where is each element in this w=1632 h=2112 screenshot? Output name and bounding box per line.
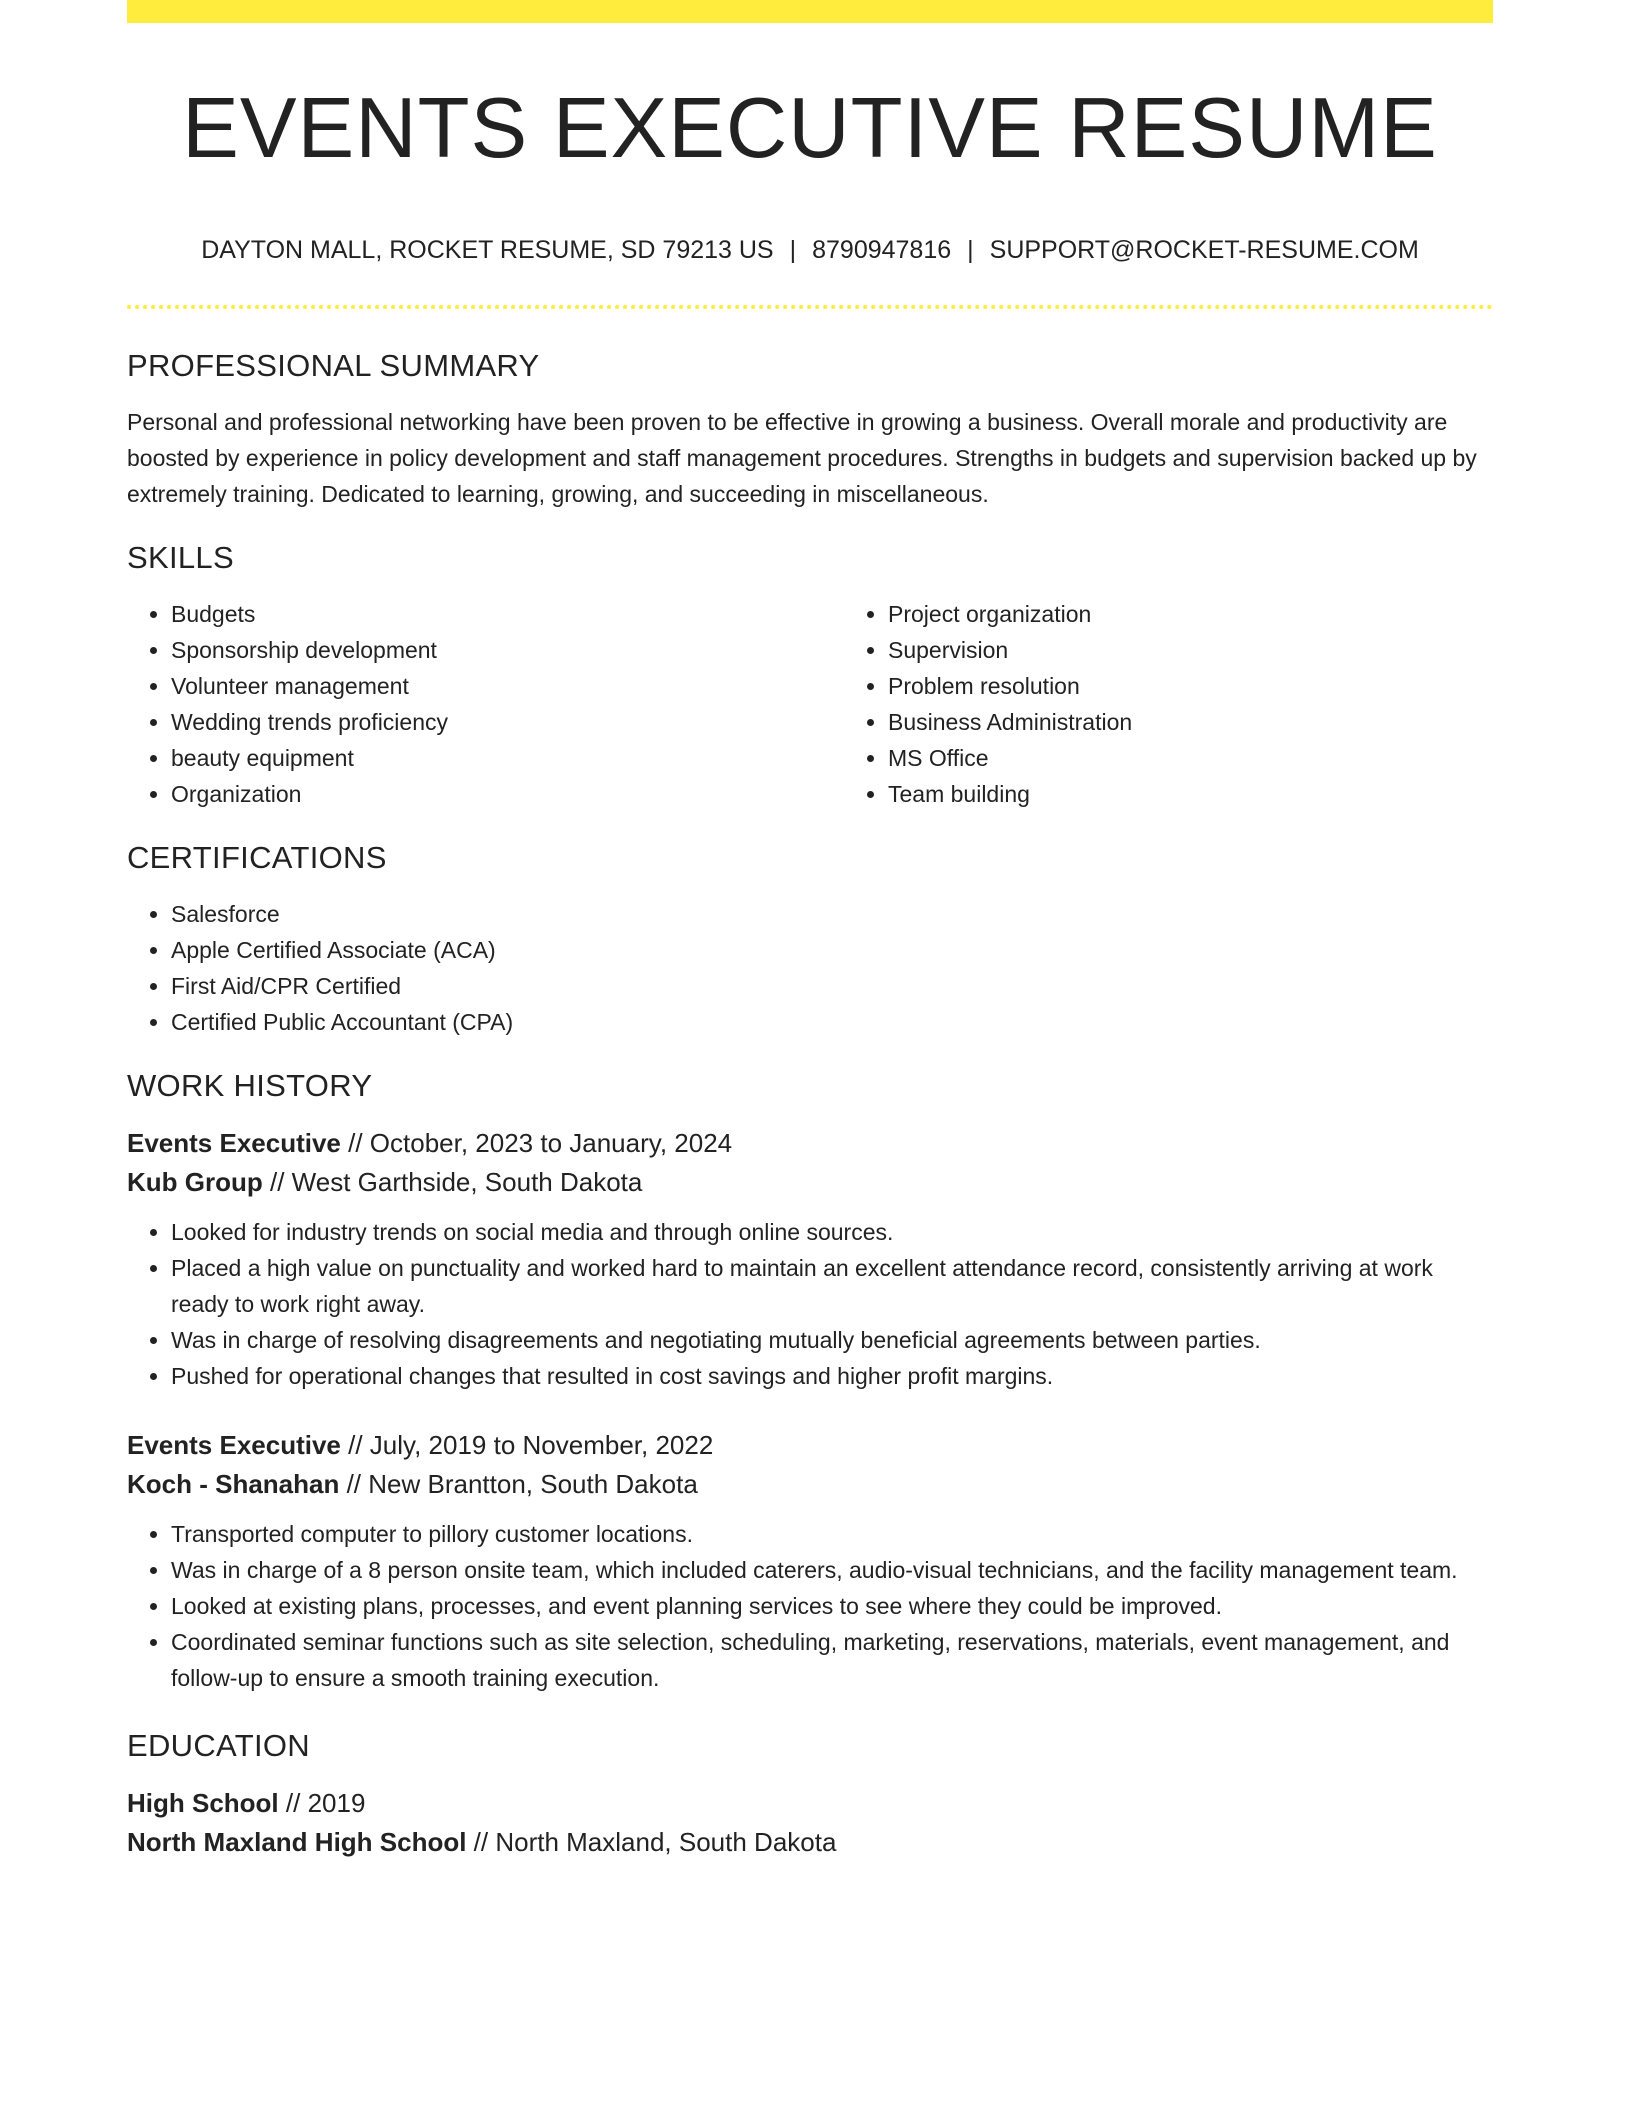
work-history-section [127, 1068, 1493, 1696]
skill-item: • beauty equipment [171, 740, 844, 776]
work-history-heading: WORK HISTORY [127, 1068, 373, 1103]
education-degree-line [127, 1784, 1493, 1823]
job-bullet: • Looked for industry trends on social media and through online sources. [171, 1214, 1493, 1250]
skills-heading: SKILLS [127, 540, 234, 575]
job-bullet: • Pushed for operational changes that resulted in cost savings and higher profit margins. [171, 1358, 1493, 1394]
job-bullets [127, 1516, 1493, 1696]
contact-separator: | [789, 236, 797, 264]
certification-item: • First Aid/CPR Certified [171, 968, 1493, 1004]
certifications-section [127, 840, 1493, 1040]
job-title: Events Executive [127, 1128, 341, 1158]
contact-line [127, 236, 1493, 265]
job-company-line [127, 1465, 1493, 1504]
contact-phone: 8790947816 [812, 236, 952, 264]
job-dates: // October, 2023 to January, 2024 [340, 1128, 733, 1158]
education-year: // 2019 [278, 1788, 366, 1818]
job-dates: // July, 2019 to November, 2022 [340, 1430, 714, 1460]
education-school: North Maxland High School [127, 1827, 467, 1857]
job-title-line [127, 1124, 1493, 1163]
job-bullet: • Coordinated seminar functions such as site selection, scheduling, marketing, reservations, materials, event management, and follow-up to ensure a smooth training execution. [171, 1624, 1493, 1696]
skill-item: • Business Administration [888, 704, 1561, 740]
skills-left-list [127, 596, 844, 812]
skill-item: • Volunteer management [171, 668, 844, 704]
skills-right-list [844, 596, 1561, 812]
contact-separator: | [967, 236, 974, 264]
dotted-divider [127, 305, 1493, 309]
job-location: // West Garthside, South Dakota [262, 1167, 643, 1197]
job-bullet: • Looked at existing plans, processes, and event planning services to see where they could be improved. [171, 1588, 1493, 1624]
education-section [127, 1728, 1493, 1862]
skill-item: • Project organization [888, 596, 1561, 632]
skill-item: • Supervision [888, 632, 1561, 668]
skill-item: • Budgets [171, 596, 844, 632]
job-title-line [127, 1426, 1493, 1465]
education-location: // North Maxland, South Dakota [466, 1827, 837, 1857]
job-company-line [127, 1163, 1493, 1202]
job-title: Events Executive [127, 1430, 341, 1460]
contact-email: SUPPORT@ROCKET-RESUME.COM [989, 236, 1419, 264]
top-accent-bar [127, 0, 1493, 23]
skill-item: • Wedding trends proficiency [171, 704, 844, 740]
skill-item: • Team building [888, 776, 1561, 812]
summary-text: Personal and professional networking have been proven to be effective in growing a business. Overall morale and productivity are boosted by experience in policy development and staff management procedures. Strengths in budgets and supervision backed up by extremely training. Dedicated to learning, growing, and succeeding in miscellaneous. [127, 409, 1477, 507]
job-bullet: • Was in charge of a 8 person onsite team, which included caterers, audio-visual technicians, and the facility management team. [171, 1552, 1493, 1588]
resume-body [127, 348, 1493, 1862]
certifications-list [127, 896, 1493, 1040]
job-bullet: • Was in charge of resolving disagreements and negotiating mutually beneficial agreements between parties. [171, 1322, 1493, 1358]
certification-item: • Apple Certified Associate (ACA) [171, 932, 1493, 968]
certifications-heading: CERTIFICATIONS [127, 840, 387, 875]
job-bullet: • Placed a high value on punctuality and worked hard to maintain an excellent attendance record, consistently arriving at work ready to work right away. [171, 1250, 1493, 1322]
skills-section [127, 540, 1493, 812]
job-company: Kub Group [127, 1167, 263, 1197]
skills-columns [127, 596, 1493, 812]
education-school-line [127, 1823, 1493, 1862]
job-company: Koch - Shanahan [127, 1469, 340, 1499]
education-degree: High School [127, 1788, 279, 1818]
certification-item: • Certified Public Accountant (CPA) [171, 1004, 1493, 1040]
skill-item: • Problem resolution [888, 668, 1561, 704]
certification-item: • Salesforce [171, 896, 1493, 932]
skill-item: • MS Office [888, 740, 1561, 776]
summary-heading: PROFESSIONAL SUMMARY [127, 348, 540, 383]
skill-item: • Organization [171, 776, 844, 812]
job-location: // New Brantton, South Dakota [339, 1469, 698, 1499]
summary-section [127, 348, 1493, 512]
job-bullet: • Transported computer to pillory customer locations. [171, 1516, 1493, 1552]
job-bullets [127, 1214, 1493, 1394]
job-entry [127, 1426, 1493, 1696]
contact-address: DAYTON MALL, ROCKET RESUME, SD 79213 US [201, 236, 774, 264]
skill-item: • Sponsorship development [171, 632, 844, 668]
resume-title: EVENTS EXECUTIVE RESUME [182, 81, 1438, 176]
job-entry [127, 1124, 1493, 1394]
education-heading: EDUCATION [127, 1728, 310, 1763]
